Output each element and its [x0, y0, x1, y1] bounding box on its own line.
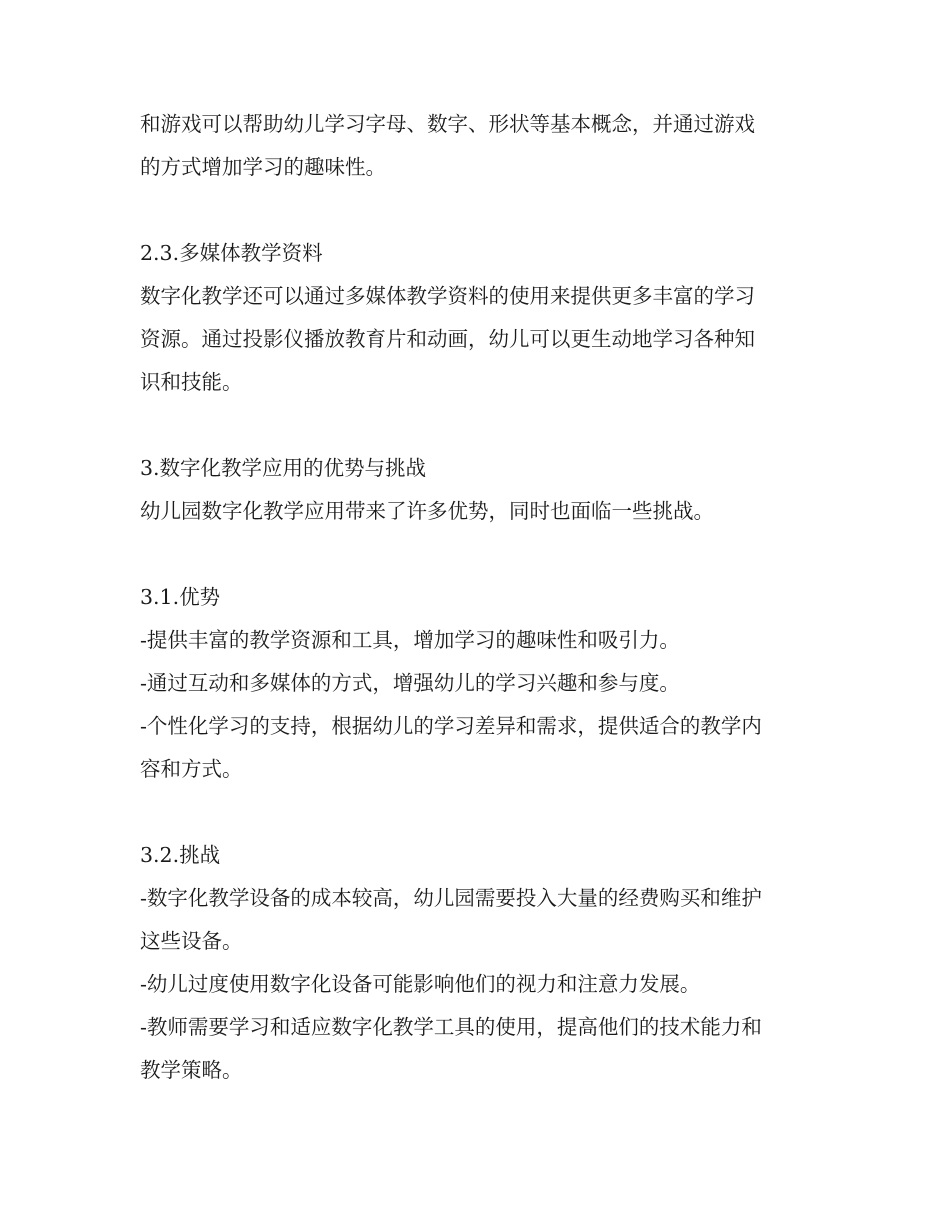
section-heading-3-1: 3.1.优势 — [140, 585, 221, 609]
section-heading-2-3: 2.3.多媒体教学资料 — [140, 241, 323, 265]
list-item: -教师需要学习和适应数字化教学工具的使用，提高他们的技术能力和 — [140, 1015, 762, 1039]
list-item-continuation: 这些设备。 — [140, 929, 243, 953]
paragraph-spacer — [140, 791, 820, 834]
paragraph-line: 数字化教学还可以通过多媒体教学资料的使用来提供更多丰富的学习 — [140, 284, 755, 308]
list-item-continuation: 教学策略。 — [140, 1058, 243, 1082]
paragraph-line: 幼儿园数字化教学应用带来了许多优势，同时也面临一些挑战。 — [140, 499, 714, 523]
list-item: -个性化学习的支持，根据幼儿的学习差异和需求，提供适合的教学内 — [140, 714, 762, 738]
section-heading-3-2: 3.2.挑战 — [140, 843, 221, 867]
paragraph-spacer — [140, 404, 820, 447]
document-body — [140, 103, 820, 1092]
list-item: -幼儿过度使用数字化设备可能影响他们的视力和注意力发展。 — [140, 972, 701, 996]
list-item: -提供丰富的教学资源和工具，增加学习的趣味性和吸引力。 — [140, 628, 680, 652]
paragraph-line: 的方式增加学习的趣味性。 — [140, 155, 386, 179]
list-item: -通过互动和多媒体的方式，增强幼儿的学习兴趣和参与度。 — [140, 671, 680, 695]
paragraph-line: 和游戏可以帮助幼儿学习字母、数字、形状等基本概念，并通过游戏 — [140, 112, 755, 136]
paragraph-spacer — [140, 533, 820, 576]
paragraph-line: 资源。通过投影仪播放教育片和动画，幼儿可以更生动地学习各种知 — [140, 327, 755, 351]
section-heading-3: 3.数字化教学应用的优势与挑战 — [140, 456, 427, 480]
paragraph-line: 识和技能。 — [140, 370, 243, 394]
list-item: -数字化教学设备的成本较高，幼儿园需要投入大量的经费购买和维护 — [140, 886, 762, 910]
list-item-continuation: 容和方式。 — [140, 757, 243, 781]
paragraph-spacer — [140, 189, 820, 232]
